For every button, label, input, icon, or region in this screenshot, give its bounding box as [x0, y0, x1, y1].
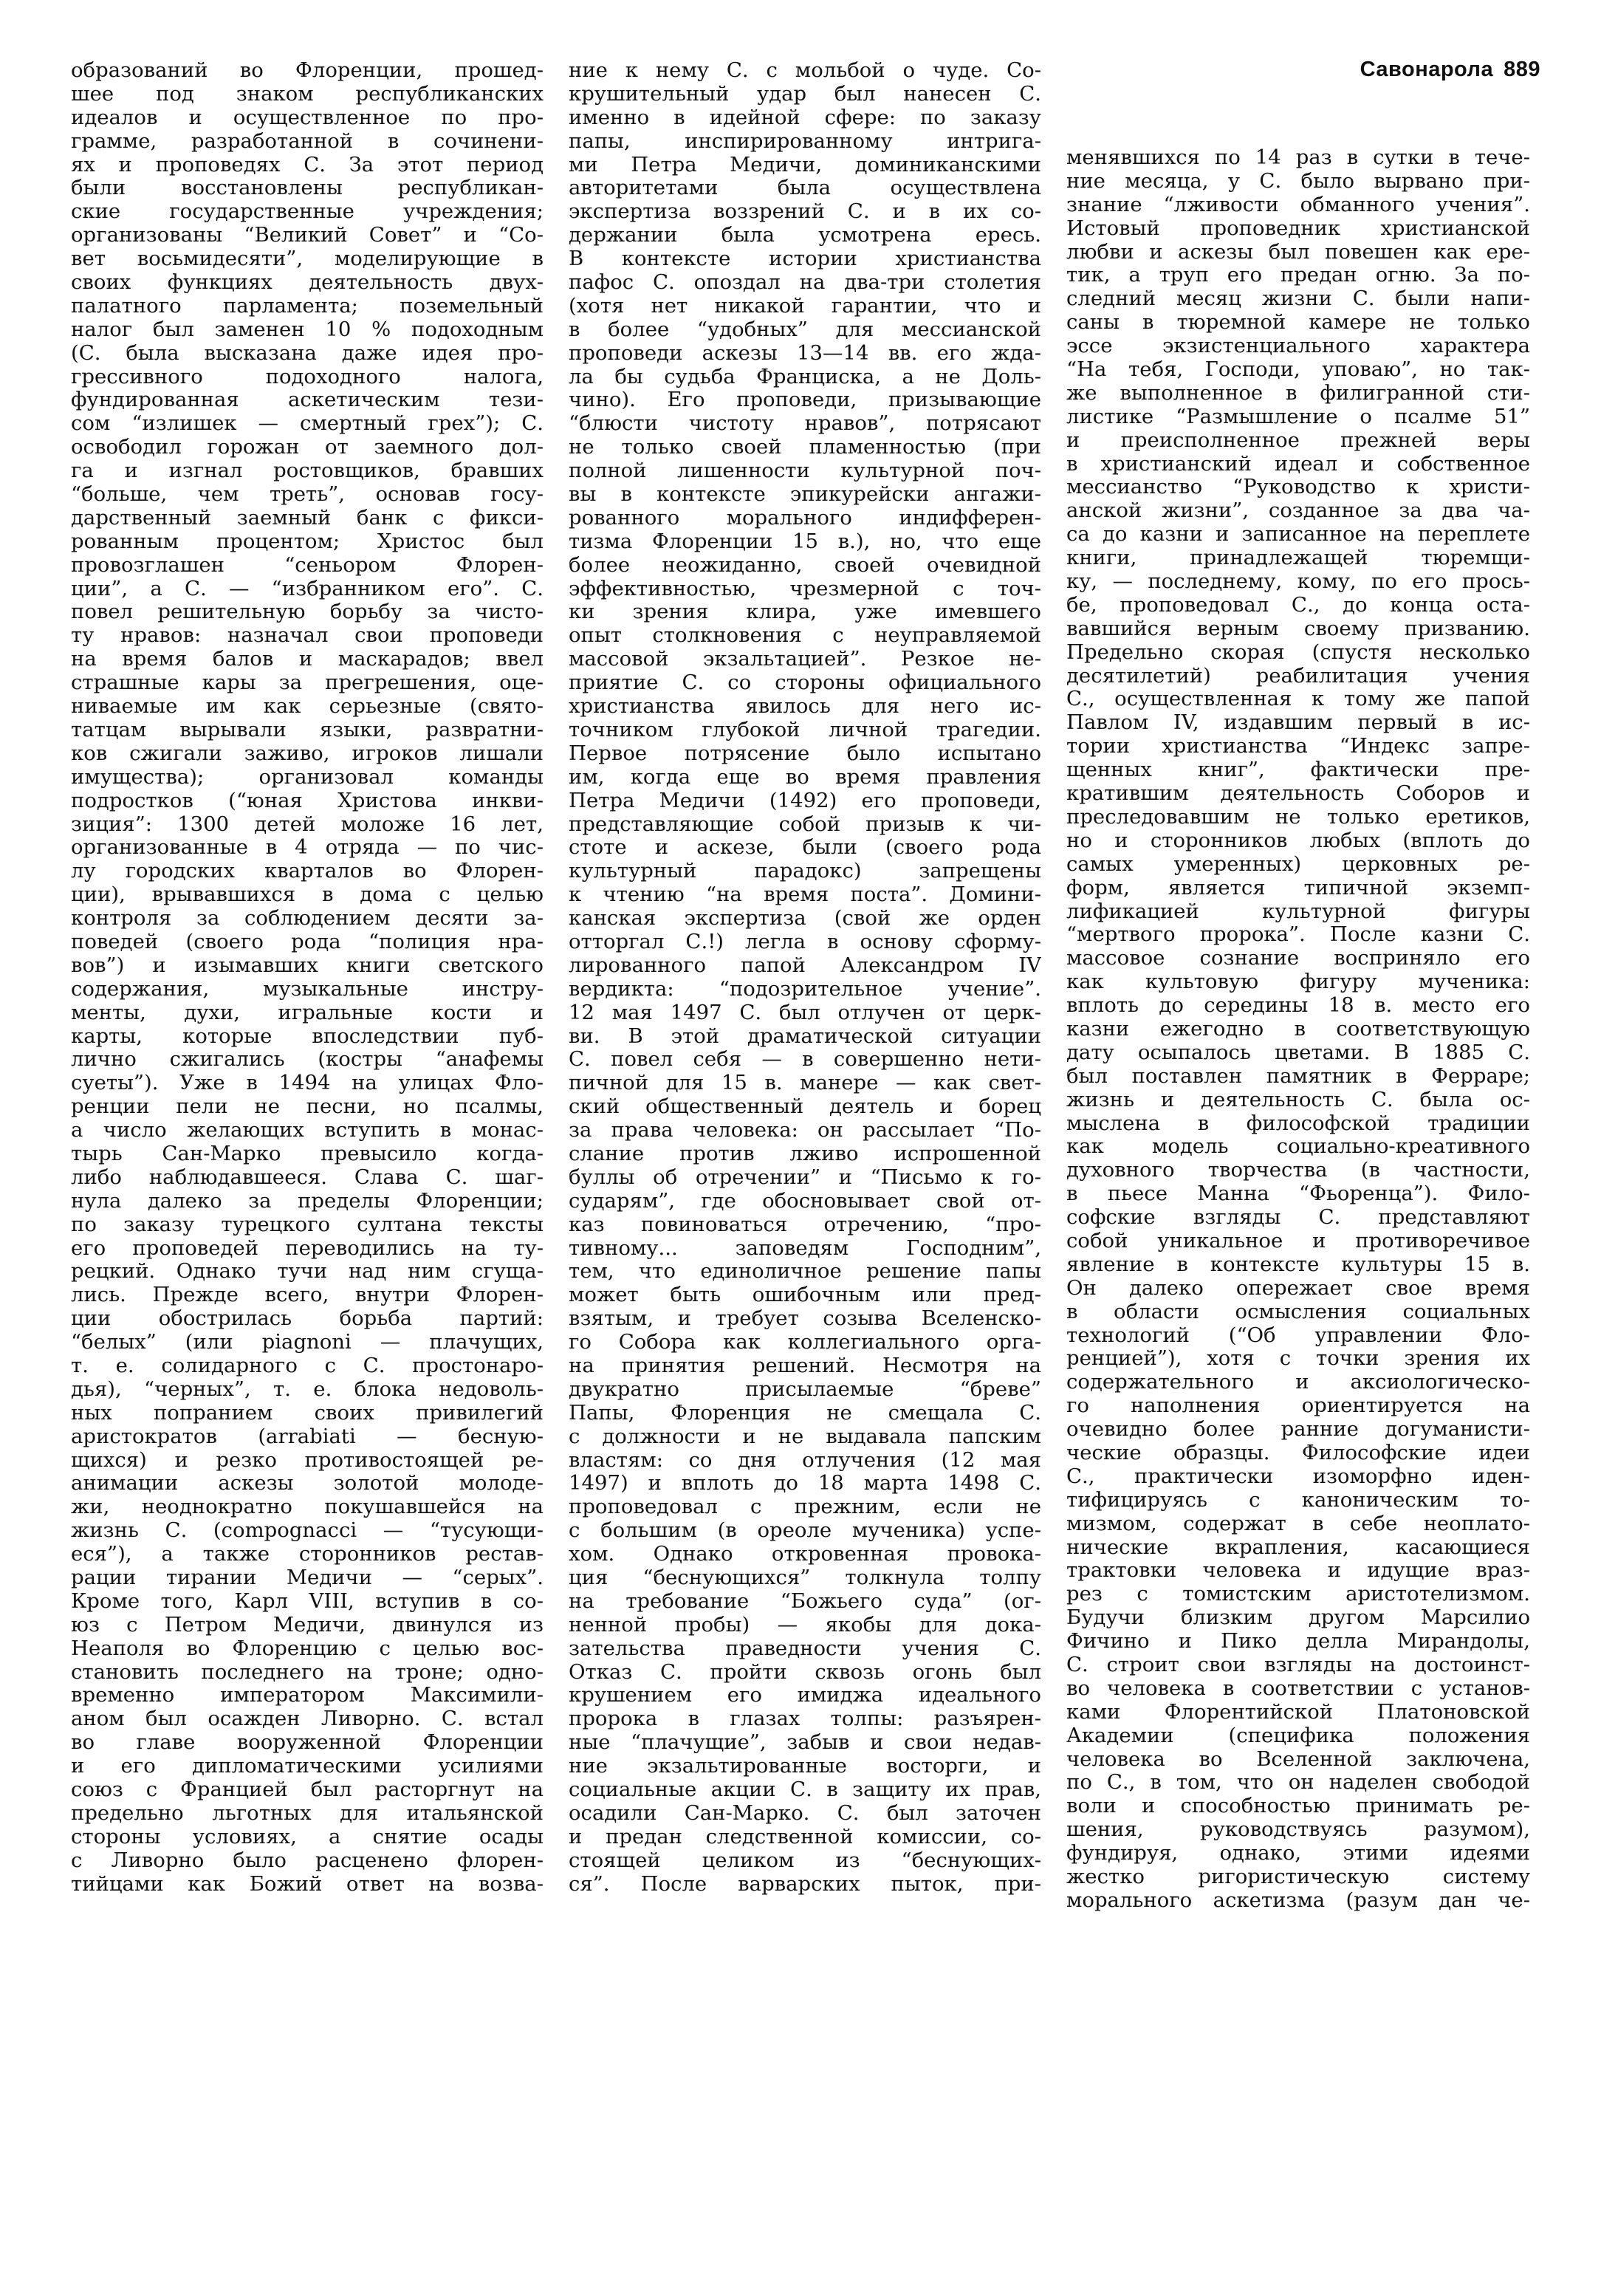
text-line: юз с Петром Медичи, двинулся из [71, 1613, 544, 1637]
text-line: предельно льготных для итальянской [71, 1801, 544, 1825]
text-line: собой уникальное и противоречивое [1066, 1229, 1530, 1252]
text-line: “На тебя, Господи, уповаю”, но так- [1066, 358, 1530, 382]
text-line: жи, неоднократно покушавшейся на [71, 1495, 544, 1519]
text-line: полной лишенности культурной поч- [569, 459, 1041, 483]
text-line: следний месяц жизни С. были напи- [1066, 287, 1530, 311]
text-line: имущества); организовал команды [71, 765, 544, 789]
text-line: Неаполя во Флоренцию с целью вос- [71, 1637, 544, 1660]
text-line: слание против лживо испрошенной [569, 1142, 1041, 1165]
text-line: фундированная аскетическим тези- [71, 388, 544, 412]
text-line: самых умеренных) церковных ре- [1066, 852, 1530, 876]
text-line: аристократов (arrabiati — бесную- [71, 1425, 544, 1448]
text-line: саны в тюремной камере не только [1066, 311, 1530, 335]
text-line: щенных книг”, фактически пре- [1066, 758, 1530, 782]
text-line: крушительный удар был нанесен С. [569, 82, 1041, 106]
text-line: эффективностью, чрезмерной с точ- [569, 577, 1041, 600]
text-line: ческие образцы. Философские идеи [1066, 1441, 1530, 1464]
text-line: и преисполненное прежней веры [1066, 428, 1530, 452]
text-line: представляющие собой призыв к чи- [569, 812, 1041, 836]
text-line: канская экспертиза (свой же орден [569, 907, 1041, 931]
text-line: массовой экзальтацией”. Резкое не- [569, 648, 1041, 671]
text-line: осадили Сан-Марко. С. был заточен [569, 1801, 1041, 1825]
text-line: провозглашен “сеньором Флорен- [71, 553, 544, 577]
text-line: Отказ С. пройти сквозь огонь был [569, 1660, 1041, 1684]
text-line: га и изгнал ростовщиков, бравших [71, 459, 544, 483]
text-line: в пьесе Манна “Фьоренца”). Фило- [1066, 1182, 1530, 1206]
text-line: по заказу турецкого султана тексты [71, 1213, 544, 1236]
text-line: содержания, музыкальные инстру- [71, 977, 544, 1001]
text-line: мыслена в философской традиции [1066, 1111, 1530, 1135]
text-line: вов”) и изымавших книги светского [71, 953, 544, 977]
text-line: рез с томистским аристотелизмом. [1066, 1583, 1530, 1606]
text-line: своих функциях деятельность двух- [71, 271, 544, 295]
text-line: фундируя, однако, этими идеями [1066, 1842, 1530, 1865]
text-line: ков сжигали заживо, игроков лишали [71, 741, 544, 765]
text-line: и предан следственной комиссии, со- [569, 1825, 1041, 1848]
text-line: менты, духи, игральные кости и [71, 1001, 544, 1024]
text-line: либо наблюдавшееся. Слава С. шаг- [71, 1165, 544, 1189]
text-line: ся”. После варварских пыток, при- [569, 1872, 1041, 1896]
text-line: Первое потрясение было испытано [569, 741, 1041, 765]
text-line: но и сторонников любых (вплоть до [1066, 829, 1530, 852]
text-line: карты, которые впоследствии пуб- [71, 1024, 544, 1048]
text-line: Истовый проповедник христианской [1066, 216, 1530, 240]
text-line: очевидно более ранние догуманисти- [1066, 1418, 1530, 1442]
text-line: го Собора как коллегиального орга- [569, 1331, 1041, 1354]
text-line: содержательного и аксиологическо- [1066, 1371, 1530, 1394]
text-line: тик, а труп его предан огню. За по- [1066, 264, 1530, 287]
text-line: стороны условиях, а снятие осады [71, 1825, 544, 1848]
text-line: пророка в глазах толпы: разъярен- [569, 1707, 1041, 1731]
text-line: зательства праведности учения С. [569, 1637, 1041, 1660]
text-line: становить последнего на троне; одно- [71, 1660, 544, 1684]
text-line: мизмом, содержат в себе неоплато- [1066, 1512, 1530, 1535]
text-line: технологий (“Об управлении Фло- [1066, 1323, 1530, 1347]
text-line: лись. Прежде всего, внутри Флорен- [71, 1284, 544, 1307]
text-line: ные “плачущие”, забыв и свои недав- [569, 1731, 1041, 1755]
text-line: а число желающих вступить в монас- [71, 1119, 544, 1142]
text-line: воли и способностью принимать ре- [1066, 1795, 1530, 1818]
text-line: ла бы судьба Франциска, а не Доль- [569, 365, 1041, 388]
text-line: стоте и аскезе, были (своего рода [569, 836, 1041, 860]
text-line: как культовую фигуру мученика: [1066, 970, 1530, 994]
text-line: (С. была высказана даже идея про- [71, 341, 544, 365]
text-line: ми Петра Медичи, доминиканскими [569, 153, 1041, 177]
text-line: ние экзальтированные восторги, и [569, 1755, 1041, 1778]
text-line: освободил горожан от заемного дол- [71, 436, 544, 459]
text-line: В контексте истории христианства [569, 247, 1041, 271]
text-line: татцам вырывали языки, развратни- [71, 718, 544, 741]
text-line: вет восьмидесяти”, моделирующие в [71, 247, 544, 271]
text-line: к чтению “на время поста”. Домини- [569, 883, 1041, 907]
text-line: ция “беснующихся” толкнула толпу [569, 1566, 1041, 1589]
text-line: жизнь С. (compognacci — “тусующи- [71, 1519, 544, 1543]
text-line: точником глубокой личной трагедии. [569, 718, 1041, 741]
text-line: шения, руководствуясь разумом), [1066, 1818, 1530, 1842]
text-line: организованы “Великий Совет” и “Со- [71, 224, 544, 247]
text-line: суеты”). Уже в 1494 на улицах Фло- [71, 1072, 544, 1095]
text-line: экспертиза воззрений С. и в их со- [569, 200, 1041, 224]
text-line: явление в контексте культуры 15 в. [1066, 1252, 1530, 1276]
text-line: книги, принадлежащей тюремщи- [1066, 546, 1530, 570]
text-line: культурный парадокс) запрещены [569, 860, 1041, 883]
text-line: проповедовал с прежним, если не [569, 1495, 1041, 1519]
text-line: пафос С. опоздал на два-три столетия [569, 271, 1041, 295]
text-line: трактовки человека и идущие враз- [1066, 1559, 1530, 1583]
text-line: аном был осажден Ливорно. С. встал [71, 1707, 544, 1731]
text-line: рованного морального индифферен- [569, 506, 1041, 530]
text-line: любви и аскезы был повешен как ере- [1066, 240, 1530, 264]
text-line: ных попранием своих привилегий [71, 1401, 544, 1425]
text-line: Фичино и Пико делла Мирандолы, [1066, 1630, 1530, 1654]
text-line: еся”), а также сторонников рестав- [71, 1543, 544, 1566]
text-line: человека во Вселенной заключена, [1066, 1747, 1530, 1771]
text-line: держании была усмотрена ересь. [569, 224, 1041, 247]
text-line: приятие С. со стороны официального [569, 671, 1041, 695]
text-line: щихся) и резко противостоящей ре- [71, 1448, 544, 1472]
text-line: и его дипломатическими усилиями [71, 1755, 544, 1778]
text-line: вавшийся верным своему призванию. [1066, 617, 1530, 640]
text-line: Кроме того, Карл VIII, вступив в со- [71, 1589, 544, 1613]
text-line: казни ежегодно в соответствующую [1066, 1017, 1530, 1041]
text-line: эссе экзистенциального характера [1066, 335, 1530, 358]
text-line: с большим (в ореоле мученика) успе- [569, 1519, 1041, 1543]
text-line: буллы об отречении” и “Письмо к го- [569, 1165, 1041, 1189]
text-line: ту нравов: назначал свои проповеди [71, 624, 544, 648]
text-line: го наполнения ориентируется на [1066, 1394, 1530, 1418]
text-line: налог был заменен 10 % подоходным [71, 318, 544, 341]
text-line: ренцией”), хотя с точки зрения их [1066, 1347, 1530, 1371]
text-line: тории христианства “Индекс запре- [1066, 735, 1530, 758]
text-line: мессианство “Руководство к христи- [1066, 476, 1530, 499]
page-number: 889 [1504, 58, 1540, 81]
text-line: ях и проповедях С. За этот период [71, 153, 544, 177]
text-line: пичной для 15 в. манере — как свет- [569, 1072, 1041, 1095]
text-line: ки зрения клира, уже имевшего [569, 600, 1041, 624]
text-line: властям: со дня отлучения (12 мая [569, 1448, 1041, 1472]
text-line: опыт столкновения с неуправляемой [569, 624, 1041, 648]
text-line: дья), “черных”, т. е. блока недоволь- [71, 1377, 544, 1401]
text-line: с Ливорно было расценено флорен- [71, 1848, 544, 1872]
text-line: подростков (“юная Христова инкви- [71, 789, 544, 812]
text-line: (хотя нет никакой гарантии, что и [569, 294, 1041, 318]
text-line: на время балов и маскарадов; ввел [71, 648, 544, 671]
text-line: за права человека: он рассылает “По- [569, 1119, 1041, 1142]
text-line: в более “удобных” для мессианской [569, 318, 1041, 341]
text-line: С., осуществленная к тому же папой [1066, 688, 1530, 711]
text-line: анимации аскезы золотой молоде- [71, 1472, 544, 1495]
text-line: им, когда еще во время правления [569, 765, 1041, 789]
text-line: во главе вооруженной Флоренции [71, 1731, 544, 1755]
text-line: знание “лживости обманного учения”. [1066, 193, 1530, 216]
text-line: именно в идейной сфере: по заказу [569, 106, 1041, 129]
text-line: вердикта: “подозрительное учение”. [569, 977, 1041, 1001]
text-line: массовое сознание восприняло его [1066, 947, 1530, 970]
text-line: христианства явилось для него ис- [569, 695, 1041, 719]
text-line: Предельно скорая (спустя несколько [1066, 640, 1530, 664]
text-line: ции”, а С. — “избранником его”. С. [71, 577, 544, 600]
text-line: союз с Францией был расторгнут на [71, 1778, 544, 1802]
text-line: контроля за соблюдением десяти за- [71, 907, 544, 931]
text-line: Папы, Флоренция не смещала С. [569, 1401, 1041, 1425]
text-line: ции обострилась борьба партий: [71, 1307, 544, 1331]
text-line: в христианский идеал и собственное [1066, 452, 1530, 476]
running-header-title: Савонарола [1360, 58, 1494, 81]
text-line: более неожиданно, своей очевидной [569, 553, 1041, 577]
text-line: са до казни и записанное на переплете [1066, 523, 1530, 546]
text-line: ские государственные учреждения; [71, 200, 544, 224]
text-line: преследовавшим не только еретиков, [1066, 805, 1530, 829]
text-line: С., практически изоморфно иден- [1066, 1464, 1530, 1488]
text-line: проповеди аскезы 13—14 вв. его жда- [569, 341, 1041, 365]
text-line: лу городских кварталов во Флорен- [71, 860, 544, 883]
text-line: хом. Однако откровенная провока- [569, 1543, 1041, 1566]
text-line: тем, что единоличное решение папы [569, 1260, 1041, 1284]
text-line: десятилетий) реабилитация учения [1066, 664, 1530, 688]
text-line: каз повиноваться отречению, “про- [569, 1213, 1041, 1236]
text-line: ви. В этой драматической ситуации [569, 1024, 1041, 1048]
text-line: палатного парламента; поземельный [71, 294, 544, 318]
text-line: по С., в том, что он наделен свободой [1066, 1771, 1530, 1795]
text-line: на требование “Божьего суда” (ог- [569, 1589, 1041, 1613]
text-line: кратившим деятельность Соборов и [1066, 782, 1530, 806]
text-column-1 [71, 59, 544, 1896]
text-line: рованным процентом; Христос был [71, 530, 544, 553]
text-line: ками Флорентийской Платоновской [1066, 1700, 1530, 1724]
text-line: идеалов и осуществленное по про- [71, 106, 544, 129]
text-line: взятым, и требует созыва Вселенско- [569, 1307, 1041, 1331]
text-line: стоящей целиком из “беснующих- [569, 1848, 1041, 1872]
text-line: лично сжигались (костры “анафемы [71, 1048, 544, 1072]
text-line: ции), врывавшихся в дома с целью [71, 883, 544, 907]
running-header [1360, 58, 1540, 82]
text-line: двукратно присылаемые “бреве” [569, 1377, 1041, 1401]
text-line: 1497) и вплоть до 18 марта 1498 С. [569, 1472, 1041, 1495]
text-line: Он далеко опережает свое время [1066, 1276, 1530, 1300]
text-line: духовного творчества (в частности, [1066, 1159, 1530, 1182]
text-line: с должности и не выдавала папским [569, 1425, 1041, 1448]
text-line: анской жизни”, созданное за два ча- [1066, 499, 1530, 523]
text-line: тифицируясь с каноническим то- [1066, 1488, 1530, 1512]
text-line: тийцами как Божий ответ на возва- [71, 1872, 544, 1896]
text-line: вы в контексте эпикурейски ангажи- [569, 483, 1041, 507]
text-line: морального аскетизма (разум дан че- [1066, 1888, 1530, 1912]
text-line: “больше, чем треть”, основав госу- [71, 483, 544, 507]
text-line: тырь Сан-Марко превысило когда- [71, 1142, 544, 1165]
text-line: рации тирании Медичи — “серых”. [71, 1566, 544, 1589]
text-line: форм, является типичной экземп- [1066, 876, 1530, 899]
text-column-2 [569, 59, 1041, 1896]
text-line: авторитетами была осуществлена [569, 177, 1041, 200]
text-line: чино). Его проповеди, призывающие [569, 388, 1041, 412]
text-line: грессивного подоходного налога, [71, 365, 544, 388]
text-line: нула далеко за пределы Флоренции; [71, 1189, 544, 1213]
text-line: на принятия решений. Несмотря на [569, 1354, 1041, 1377]
text-line: в области осмысления социальных [1066, 1300, 1530, 1323]
text-line: ние месяца, у С. было вырвано при- [1066, 169, 1530, 193]
text-line: вплоть до середины 18 в. место его [1066, 994, 1530, 1018]
text-line: повел решительную борьбу за чисто- [71, 600, 544, 624]
text-line: менявшихся по 14 раз в сутки в тече- [1066, 146, 1530, 169]
text-line: т. е. солидарного с С. простонаро- [71, 1354, 544, 1377]
text-line: С. строит свои взгляды на достоинст- [1066, 1654, 1530, 1676]
text-line: Академии (специфика положения [1066, 1724, 1530, 1747]
text-line: “мертвого пророка”. После казни С. [1066, 923, 1530, 947]
text-line: Павлом IV, издавшим первый в ис- [1066, 711, 1530, 735]
text-line: во человека в соответствии с установ- [1066, 1676, 1530, 1700]
text-line: ненной пробы) — якобы для дока- [569, 1613, 1041, 1637]
text-line: дату осыпалось цветами. В 1885 С. [1066, 1041, 1530, 1064]
text-line: софские взгляды С. представляют [1066, 1206, 1530, 1230]
text-line: листике “Размышление о псалме 51” [1066, 405, 1530, 428]
text-line: временно императором Максимили- [71, 1684, 544, 1707]
text-column-3 [1066, 146, 1530, 1913]
text-line: ку, — последнему, кому, по его прось- [1066, 570, 1530, 594]
text-line: образований во Флоренции, прошед- [71, 59, 544, 82]
text-line: отторгал С.!) легла в основу сформу- [569, 930, 1041, 953]
text-line: дарственный заемный банк с фикси- [71, 506, 544, 530]
text-line: папы, инспирированному интрига- [569, 129, 1041, 153]
text-line: страшные кары за прегрешения, оце- [71, 671, 544, 695]
text-line: зиция”: 1300 детей моложе 16 лет, [71, 812, 544, 836]
text-line: тивному... заповедям Господним”, [569, 1236, 1041, 1260]
text-line: ниваемые им как серьезные (свято- [71, 695, 544, 719]
text-line: ренции пели не песни, но псалмы, [71, 1095, 544, 1119]
text-line: нические вкрапления, касающиеся [1066, 1535, 1530, 1559]
text-line: может быть ошибочным или пред- [569, 1284, 1041, 1307]
text-line: сом “излишек — смертный грех”); С. [71, 412, 544, 436]
text-line: сударям”, где обосновывает свой от- [569, 1189, 1041, 1213]
text-line: лификацией культурной фигуры [1066, 899, 1530, 923]
text-line: “белых” (или piagnoni — плачущих, [71, 1331, 544, 1354]
text-line: жестко ригористическую систему [1066, 1865, 1530, 1889]
text-line: грамме, разработанной в сочинени- [71, 129, 544, 153]
text-line: ние к нему С. с мольбой о чуде. Со- [569, 59, 1041, 82]
text-line: ский общественный деятель и борец [569, 1095, 1041, 1119]
text-line: С. повел себя — в совершенно нети- [569, 1048, 1041, 1072]
text-line: был поставлен памятник в Ферраре; [1066, 1064, 1530, 1088]
text-line: Петра Медичи (1492) его проповеди, [569, 789, 1041, 812]
text-line: рецкий. Однако тучи над ним сгуща- [71, 1260, 544, 1284]
text-line: крушением его имиджа идеального [569, 1684, 1041, 1707]
text-line: 12 мая 1497 С. был отлучен от церк- [569, 1001, 1041, 1024]
text-line: не только своей пламенностью (при [569, 436, 1041, 459]
text-line: тизма Флоренции 15 в.), но, что еще [569, 530, 1041, 553]
text-line: лированного папой Александром IV [569, 953, 1041, 977]
text-line: жизнь и деятельность С. была ос- [1066, 1088, 1530, 1111]
text-line: были восстановлены республикан- [71, 177, 544, 200]
text-line: шее под знаком республиканских [71, 82, 544, 106]
text-line: “блюсти чистоту нравов”, потрясают [569, 412, 1041, 436]
text-line: поведей (своего рода “полиция нра- [71, 930, 544, 953]
text-line: его проповедей переводились на ту- [71, 1236, 544, 1260]
text-line: организованные в 4 отряда — по чис- [71, 836, 544, 860]
text-line: Будучи близким другом Марсилио [1066, 1606, 1530, 1630]
text-line: как модель социально-креативного [1066, 1135, 1530, 1159]
text-line: бе, проповедовал С., до конца оста- [1066, 593, 1530, 617]
text-line: же выполненное в филигранной сти- [1066, 381, 1530, 405]
text-line: социальные акции С. в защиту их прав, [569, 1778, 1041, 1802]
